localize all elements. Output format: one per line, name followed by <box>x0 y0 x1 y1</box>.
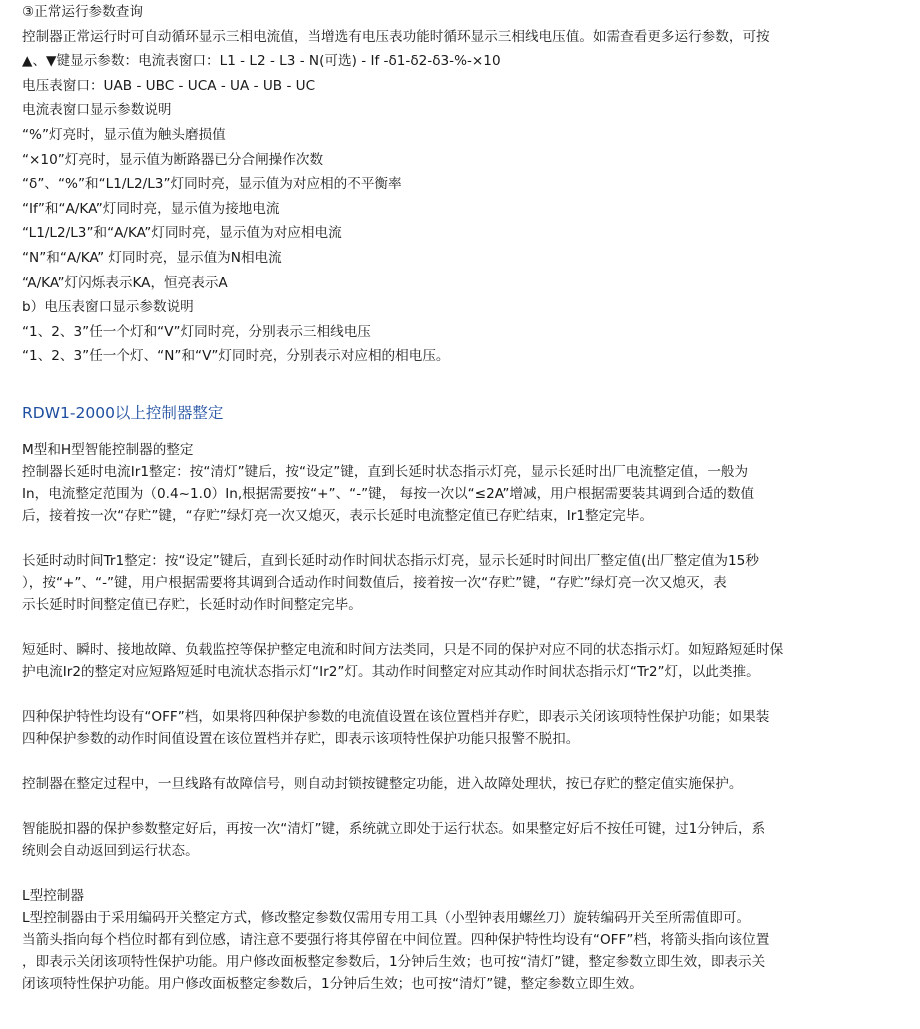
text-line: “A/KA”灯闪烁表示KA，恒亮表示A <box>22 274 228 291</box>
text-line: 长延时动时间Tr1整定：按“设定”键后，直到长延时动作时间状态指示灯亮，显示长延时时间出厂整定值(出厂整定值为15秒 <box>22 552 759 569</box>
text-line: “N”和“A/KA” 灯同时亮，显示值为N相电流 <box>22 249 282 266</box>
section-title: ③正常运行参数查询 <box>22 4 143 20</box>
text-line: ），按“+”、“-”键，用户根据需要将其调到合适动作时间数值后，接着按一次“存贮”键，“存贮”绿灯亮一次又熄灭，表 <box>22 574 727 591</box>
paragraph <box>22 773 920 795</box>
text-line: 统则会自动返回到运行状态。 <box>22 842 199 859</box>
paragraph <box>22 706 920 750</box>
text-line: “1、2、3”任一个灯、“N”和“V”灯同时亮，分别表示对应相的相电压。 <box>22 348 450 365</box>
text-line: 控制器在整定过程中，一旦线路有故障信号，则自动封锁按键整定功能，进入故障处理状，按已存贮的整定值实施保护。 <box>22 775 743 792</box>
paragraph-gap <box>22 862 920 885</box>
text-line: ，即表示关闭该项特性保护功能。用户修改面板整定参数后，1分钟后生效；也可按“清灯”键，整定参数立即生效，即表示关 <box>22 953 766 970</box>
paragraph <box>22 439 920 527</box>
text-line: 后，接着按一次“存贮”键，“存贮”绿灯亮一次又熄灭，表示长延时电流整定值已存贮结束，Ir1整定完毕。 <box>22 507 653 524</box>
text-line: 控制器正常运行时可自动循环显示三相电流值，当增选有电压表功能时循环显示三相线电压值。如需查看更多运行参数，可按 <box>22 28 770 45</box>
text-line: 电压表窗口：UAB - UBC - UCA - UA - UB - UC <box>22 77 316 94</box>
text-line: “If”和“A/KA”灯同时亮，显示值为接地电流 <box>22 200 280 217</box>
paragraph-gap <box>22 750 920 773</box>
paragraph <box>22 639 920 683</box>
paragraph-gap <box>22 616 920 639</box>
text-line: 四种保护特性均设有“OFF”档，如果将四种保护参数的电流值设置在该位置档并存贮，即表示关闭该项特性保护功能；如果装 <box>22 708 770 725</box>
text-line: “×10”灯亮时，显示值为断路器已分合闸操作次数 <box>22 151 324 168</box>
text-line: L型控制器由于采用编码开关整定方式，修改整定参数仅需用专用工具（小型钟表用螺丝刀）旋转编码开关至所需值即可。 <box>22 909 751 926</box>
text-line: “δ”、“%”和“L1/L2/L3”灯同时亮，显示值为对应相的不平衡率 <box>22 176 402 193</box>
text-line: “L1/L2/L3”和“A/KA”灯同时亮，显示值为对应相电流 <box>22 225 342 242</box>
paragraph-gap <box>22 683 920 706</box>
text-line: In，电流整定范围为（0.4~1.0）In,根据需要按“+”、“-”键， 每按一次以“≤2A”增减，用户根据需要装其调到合适的数值 <box>22 485 755 502</box>
text-line: ▲、▼键显示参数：电流表窗口：L1 - L2 - L3 - N(可选) - If -δ1-δ2-δ3-%-×10 <box>22 53 501 70</box>
text-line: 护电流Ir2的整定对应短路短延时电流状态指示灯“Ir2”灯。其动作时间整定对应其动作时间状态指示灯“Tr2”灯，以此类推。 <box>22 663 760 680</box>
text-line: 当箭头指向每个档位时都有到位感，请注意不要强行将其停留在中间位置。四种保护特性均设有“OFF”档，将箭头指向该位置 <box>22 931 770 948</box>
runtime-params-section <box>22 0 920 369</box>
text-line: 电流表窗口显示参数说明 <box>22 102 172 119</box>
paragraph-subtitle: M型和H型智能控制器的整定 <box>22 441 194 458</box>
text-line: 闭该项特性保护功能。用户修改面板整定参数后，1分钟后生效；也可按“清灯”键，整定参数立即生效。 <box>22 975 643 992</box>
paragraph-gap <box>22 795 920 818</box>
text-line: 智能脱扣器的保护参数整定好后，再按一次“清灯”键，系统就立即处于运行状态。如果整定好后不按任可键，过1分钟后，系 <box>22 820 766 837</box>
text-line: 短延时、瞬时、接地故障、负载监控等保护整定电流和时间方法类同，只是不同的保护对应不同的状态指示灯。如短路短延时保 <box>22 641 784 658</box>
paragraph-gap <box>22 527 920 550</box>
text-line: “%”灯亮时，显示值为触头磨损值 <box>22 126 226 143</box>
text-line: b）电压表窗口显示参数说明 <box>22 299 194 316</box>
text-line: 示长延时时间整定值已存贮，长延时动作时间整定完毕。 <box>22 596 362 613</box>
paragraph <box>22 550 920 616</box>
text-line: “1、2、3”任一个灯和“V”灯同时亮，分别表示三相线电压 <box>22 323 371 340</box>
paragraph <box>22 818 920 862</box>
paragraph-subtitle: L型控制器 <box>22 887 84 904</box>
text-line: 四种保护参数的动作时间值设置在该位置档并存贮，即表示该项特性保护功能只报警不脱扣。 <box>22 730 580 747</box>
section-heading: RDW1-2000以上控制器整定 <box>22 403 224 422</box>
paragraph <box>22 885 920 995</box>
text-line: 控制器长延时电流Ir1整定：按“清灯”键后，按“设定”键，直到长延时状态指示灯亮，显示长延时出厂电流整定值，一般为 <box>22 463 749 480</box>
